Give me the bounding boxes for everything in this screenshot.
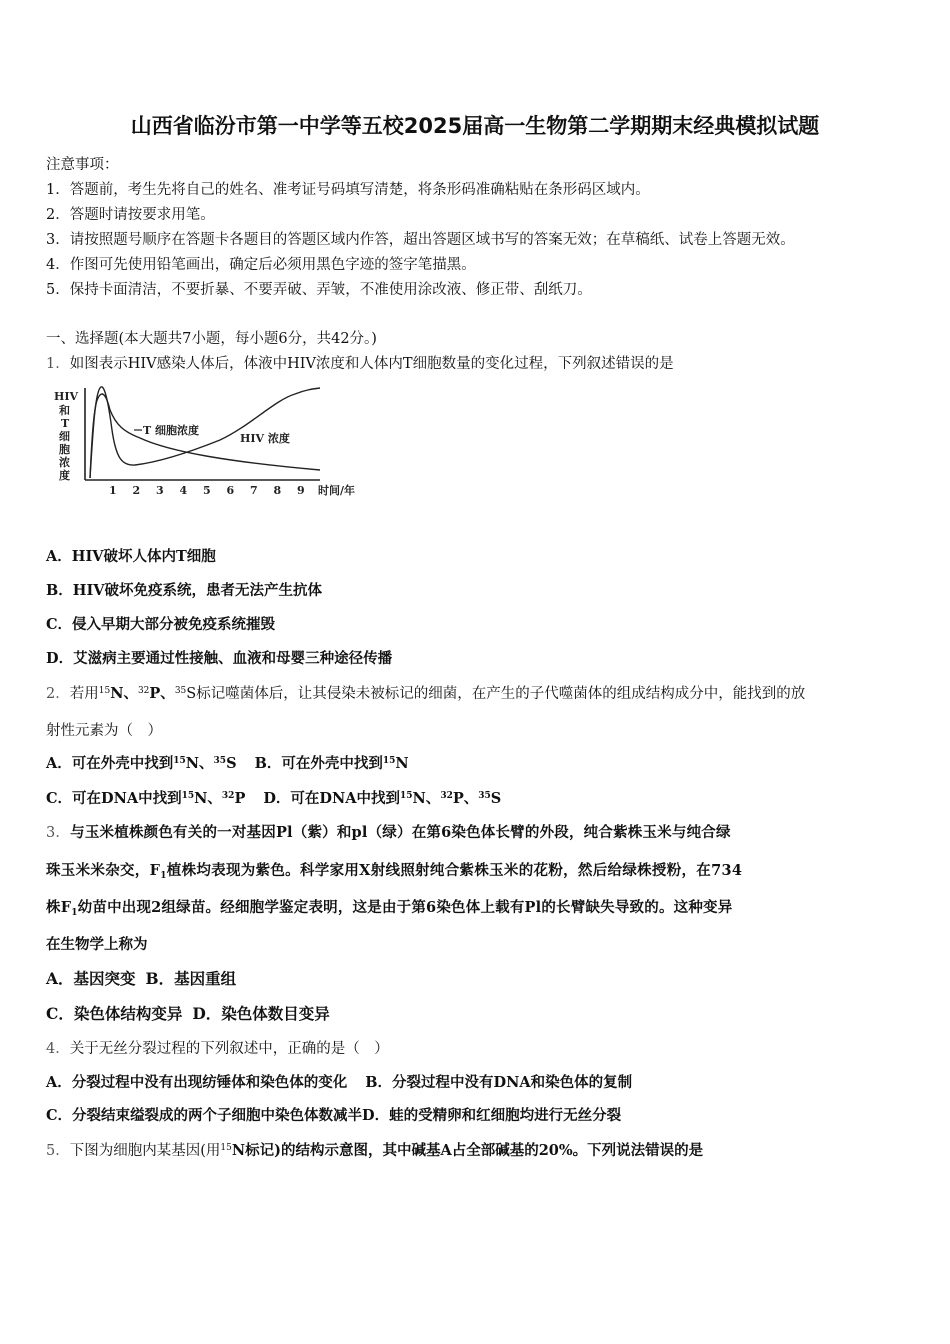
question-number: 3． xyxy=(46,825,71,841)
question-text: S标记噬菌体后，让其侵染未被标记的细菌，在产生的子代噬菌体的组成结构成分中，能找到的放 xyxy=(186,686,806,702)
question-3-options-ab xyxy=(46,967,236,989)
question-4-stem xyxy=(46,1037,389,1058)
option-text: N、 xyxy=(185,755,214,772)
notice-heading: 注意事项： xyxy=(46,157,119,173)
question-2-options-cd xyxy=(46,787,501,808)
question-3-line1 xyxy=(46,821,731,842)
question-1-option-d: D．艾滋病主要通过性接触、血液和母婴三种途径传播 xyxy=(46,650,393,667)
question-text: 植株均表现为紫色。科学家用X射线照射纯合紫株玉米的花粉，然后给绿株授粉，在734 xyxy=(166,862,743,879)
question-1-option-a: A．HIV破坏人体内T细胞 xyxy=(46,548,216,565)
question-text: 如图表示HIV感染人体后，体液中HIV浓度和人体内T细胞数量的变化过程，下列叙述错误的是 xyxy=(69,356,674,372)
x-tick-label: 3 xyxy=(156,484,164,497)
option-b: B．分裂过程中没有DNA和染色体的复制 xyxy=(365,1074,633,1091)
isotope-mass: 35 xyxy=(174,686,187,696)
option-text: P xyxy=(234,790,246,807)
y-label-char: 度 xyxy=(59,469,70,482)
isotope-mass: 35 xyxy=(478,791,491,801)
section-heading: 一、选择题(本大题共7小题，每小题6分，共42分。) xyxy=(46,331,377,347)
notice-item-1: 1．答题前，考生先将自己的姓名、准考证号码填写清楚，将条形码准确粘贴在条形码区域内。 xyxy=(46,182,650,198)
option-text: S xyxy=(226,755,237,772)
question-text: 幼苗中出现2组绿苗。经细胞学鉴定表明，这是由于第6染色体上载有Pl的长臂缺失导致的。这种变异 xyxy=(77,899,733,916)
option-d xyxy=(263,790,501,807)
figure-y-label xyxy=(54,390,79,482)
isotope-mass: 32 xyxy=(137,686,150,696)
question-text: 与玉米植株颜色有关的一对基因Pl（紫）和pl（绿）在第6染色体长臂的外段，纯合紫株玉米与纯合绿 xyxy=(70,824,731,841)
question-1-option-c: C．侵入早期大部分被免疫系统摧毁 xyxy=(46,616,276,633)
x-tick-label: 1 xyxy=(109,484,117,497)
option-c: C．分裂结束缢裂成的两个子细胞中染色体数减半 xyxy=(46,1107,363,1124)
question-number: 1． xyxy=(46,356,70,372)
y-label-char: 胞 xyxy=(59,443,70,456)
question-number: 2． xyxy=(46,686,70,702)
y-label-char: HIV xyxy=(54,390,79,403)
x-tick-label: 8 xyxy=(273,484,282,497)
x-tick-label: 5 xyxy=(203,484,211,497)
question-3-line4: 在生物学上称为 xyxy=(46,936,148,953)
option-text: N、 xyxy=(412,790,441,807)
option-b: B．基因重组 xyxy=(145,969,237,988)
notice-item-5: 5．保持卡面清洁，不要折暴、不要弄破、弄皱，不准使用涂改液、修正带、刮纸刀。 xyxy=(46,282,592,298)
page-title: 山西省临汾市第一中学等五校2025届高一生物第二学期期末经典模拟试题 xyxy=(130,114,820,138)
isotope-mass: 15 xyxy=(382,756,396,766)
notice-item-3: 3．请按照题号顺序在答题卡各题目的答题区域内作答，超出答题区域书写的答案无效；在草稿纸、试卷上答题无效。 xyxy=(46,232,795,248)
x-tick-label: 2 xyxy=(132,484,141,497)
question-4-options-ab xyxy=(46,1071,632,1092)
question-3-line3 xyxy=(46,896,732,917)
t-cell-curve-label: T 细胞浓度 xyxy=(143,424,200,437)
question-1-stem xyxy=(46,352,674,373)
x-axis-label: 时间/年 xyxy=(318,484,356,497)
option-text: N、 xyxy=(194,790,222,807)
question-5-stem xyxy=(46,1139,703,1160)
isotope-mass: 15 xyxy=(181,791,195,801)
question-text: 关于无丝分裂过程的下列叙述中，正确的是（ ） xyxy=(69,1041,389,1057)
option-b xyxy=(255,755,409,772)
option-text: P、 xyxy=(452,790,479,807)
element-symbol: N、 xyxy=(110,685,138,702)
option-c: C．染色体结构变异 xyxy=(46,1004,183,1023)
option-c xyxy=(46,790,245,807)
question-number: 4． xyxy=(46,1041,70,1057)
question-text: 若用 xyxy=(69,686,99,702)
option-d: D．染色体数目变异 xyxy=(192,1004,330,1023)
subscript: 1 xyxy=(160,871,167,881)
isotope-mass: 35 xyxy=(213,756,227,766)
question-2-options-ab xyxy=(46,752,409,773)
question-text: 珠玉米米杂交，F xyxy=(46,862,161,879)
notice-item-4: 4．作图可先使用铅笔画出，确定后必须用黑色字迹的签字笔描黑。 xyxy=(46,257,476,273)
y-label-char: 和 xyxy=(59,404,70,417)
isotope-mass: 32 xyxy=(221,791,235,801)
hiv-curve-label: HIV 浓度 xyxy=(240,432,290,445)
isotope-mass: 15 xyxy=(400,791,413,801)
isotope-mass: 15 xyxy=(173,756,186,766)
x-tick-label: 9 xyxy=(297,484,305,497)
x-tick-label: 6 xyxy=(226,484,235,497)
subscript: 1 xyxy=(71,908,78,918)
question-2-stem-line2: 射性元素为（ ） xyxy=(46,723,162,739)
option-a: A．分裂过程中没有出现纺锤体和染色体的变化 xyxy=(46,1074,348,1091)
option-a xyxy=(46,755,237,772)
question-4-options-cd xyxy=(46,1104,621,1125)
option-text: D．可在DNA中找到 xyxy=(263,790,401,807)
question-3-options-cd xyxy=(46,1002,330,1024)
x-tick-label: 4 xyxy=(179,484,188,497)
option-text: B．可在外壳中找到 xyxy=(254,755,383,772)
y-label-char: T xyxy=(61,417,70,430)
question-text: 株F xyxy=(46,899,72,916)
isotope-mass: 15 xyxy=(98,686,111,696)
question-1-option-b: B．HIV破坏免疫系统，患者无法产生抗体 xyxy=(46,582,322,599)
y-label-char: 浓 xyxy=(59,456,70,469)
isotope-mass: 15 xyxy=(220,1143,232,1153)
x-tick-label: 7 xyxy=(250,484,258,497)
y-label-char: 细 xyxy=(59,430,70,443)
option-text: N xyxy=(395,755,409,772)
x-tick-labels xyxy=(109,484,305,497)
question-3-line2 xyxy=(46,859,742,880)
question-text: N标记)的结构示意图，其中碱基A占全部碱基的20%。下列说法错误的是 xyxy=(231,1142,704,1159)
hiv-t-cell-figure xyxy=(50,380,380,505)
isotope-mass: 32 xyxy=(440,791,453,801)
question-number: 5． xyxy=(46,1143,70,1159)
option-text: A．可在外壳中找到 xyxy=(46,755,174,772)
option-text: C．可在DNA中找到 xyxy=(46,790,182,807)
option-text: S xyxy=(490,790,502,807)
notice-item-2: 2．答题时请按要求用笔。 xyxy=(46,207,215,223)
question-2-stem xyxy=(46,682,805,703)
option-a: A．基因突变 xyxy=(46,969,136,988)
question-text: 下图为细胞内某基因(用 xyxy=(69,1143,221,1159)
option-d: D．蛙的受精卵和红细胞均进行无丝分裂 xyxy=(362,1107,622,1124)
element-symbol: P、 xyxy=(149,685,175,702)
